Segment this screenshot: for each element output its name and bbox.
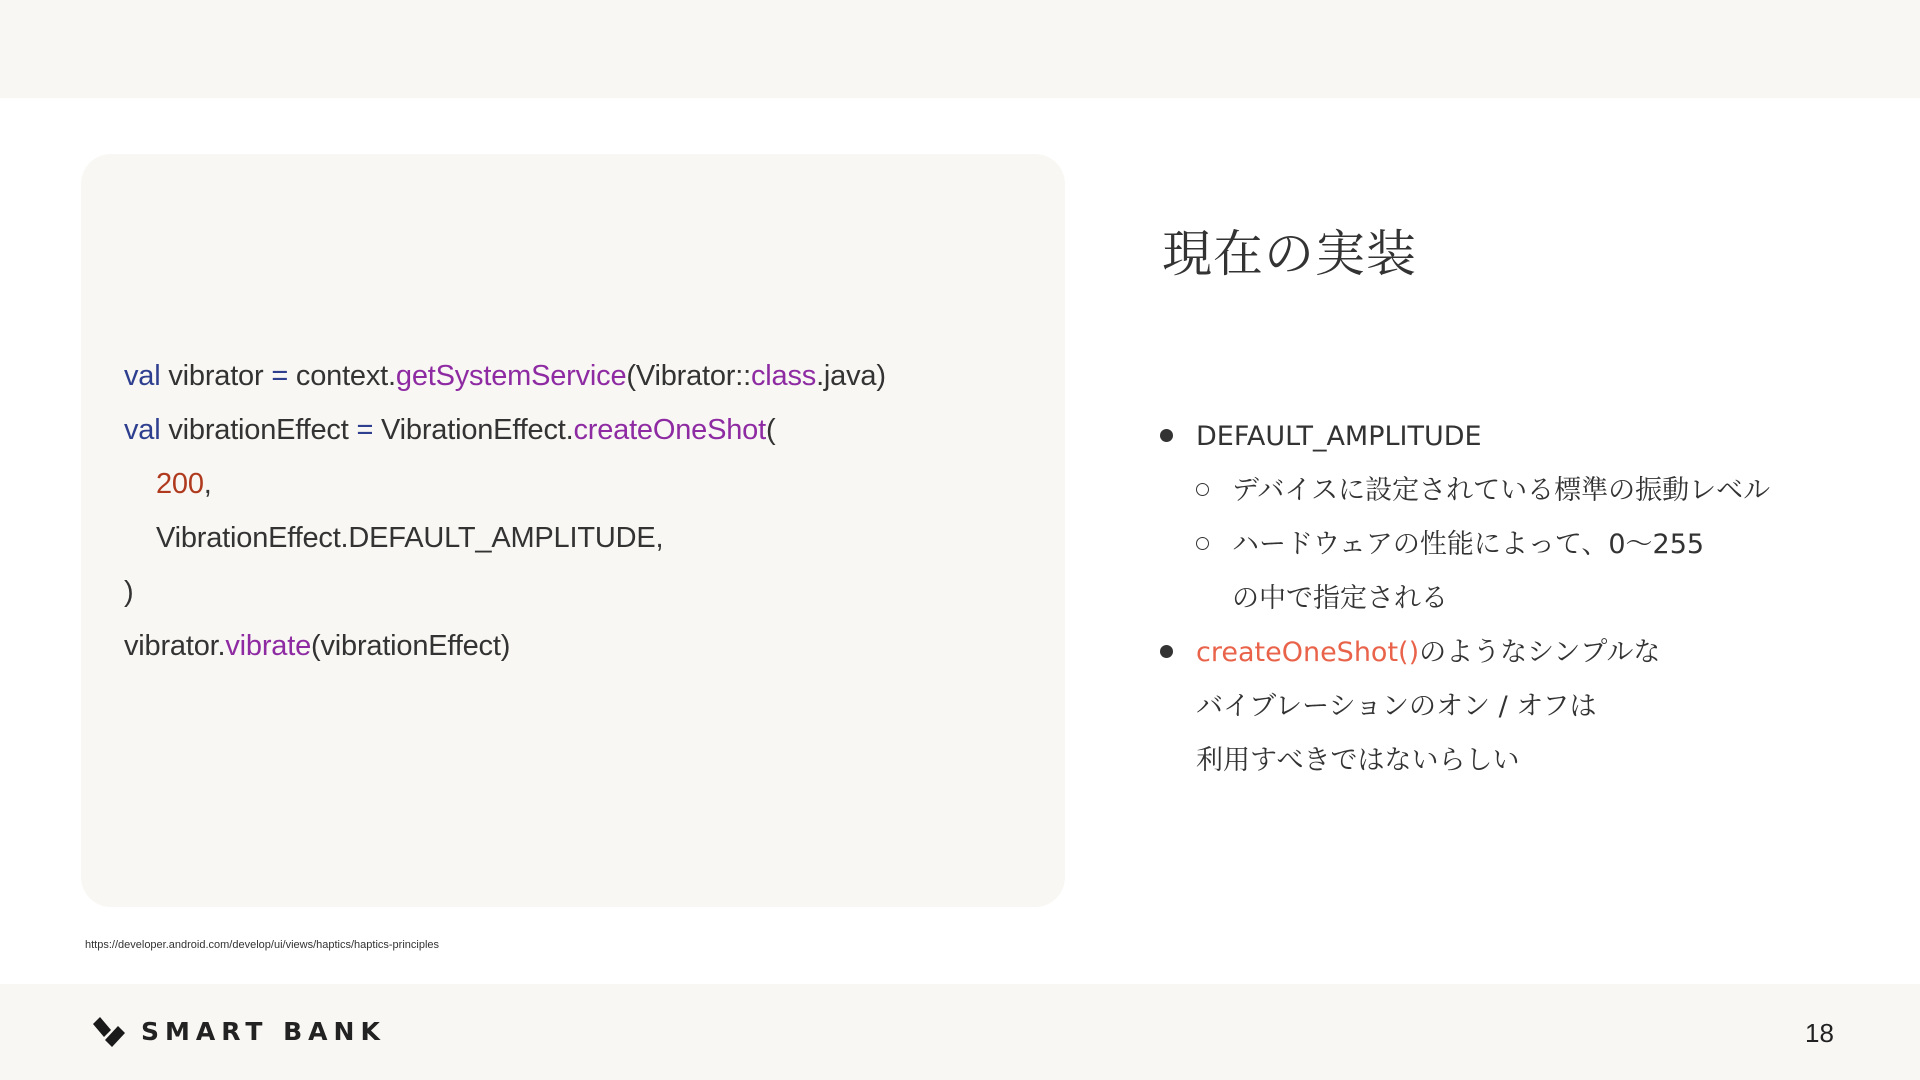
bullet-accent-text: createOneShot() [1196,637,1420,668]
code-number: 200 [156,468,204,500]
code-function: vibrate [225,630,312,662]
code-line-2 [124,403,886,457]
bullet-item-create-one-shot [1160,626,1770,680]
sub-bullet-text: ハードウェアの性能によって、0〜255 [1232,529,1705,560]
sub-bullet-item-hardware-range [1160,518,1770,572]
brand-name: SMART BANK [141,1016,386,1046]
code-line-5 [124,565,886,619]
code-text: vibrationEffect [160,414,357,446]
bullet-item-default-amplitude [1160,410,1770,464]
bullet-circle-icon [1196,518,1209,572]
bullet-text: のようなシンプルな [1419,637,1661,668]
sub-bullet-text: デバイスに設定されている標準の振動レベル [1232,475,1771,506]
code-text: vibrator [160,360,272,392]
code-text: (Vibrator:: [626,360,751,392]
code-block [124,349,886,673]
bullet-text: DEFAULT_AMPLITUDE [1196,421,1482,452]
bullet-dot-icon [1160,410,1173,464]
source-url: https://developer.android.com/develop/ui/views/haptics/haptics-principles [85,939,440,951]
code-line-3 [124,457,886,511]
slide-title: 現在の実装 [1162,225,1417,283]
bullet-text: 利用すべきではないらしい [1196,745,1520,776]
code-text: ) [124,576,134,608]
bullet-continuation [1160,734,1770,788]
code-line-6 [124,619,886,673]
code-text: context. [288,360,396,392]
code-text: .java) [816,360,886,392]
top-band [0,0,1920,98]
code-function: getSystemService [395,360,627,392]
bullet-list [1160,410,1770,788]
bullet-dot-icon [1160,626,1173,680]
bullet-continuation [1160,680,1770,734]
page-number: 18 [1805,1018,1834,1048]
code-text: VibrationEffect.DEFAULT_AMPLITUDE, [156,522,664,554]
bullet-text: バイブレーションのオン / オフは [1196,691,1597,722]
smartbank-logo-icon [91,1010,127,1052]
code-line-4 [124,511,886,565]
sub-bullet-continuation [1160,572,1770,626]
code-function: createOneShot [573,414,766,446]
code-text: (vibrationEffect) [311,630,511,662]
code-operator: = [356,414,374,446]
code-text: vibrator. [124,630,226,662]
code-text: VibrationEffect. [373,414,574,446]
sub-bullet-text: の中で指定される [1232,583,1448,614]
code-operator: = [271,360,289,392]
code-keyword: val [124,414,161,446]
sub-bullet-item-standard-level [1160,464,1770,518]
code-text: , [203,468,212,500]
code-line-1 [124,349,886,403]
code-keyword: val [124,360,161,392]
code-text: ( [765,414,776,446]
code-function: class [750,360,817,392]
bullet-circle-icon [1196,464,1209,518]
brand-logo [91,1010,386,1052]
